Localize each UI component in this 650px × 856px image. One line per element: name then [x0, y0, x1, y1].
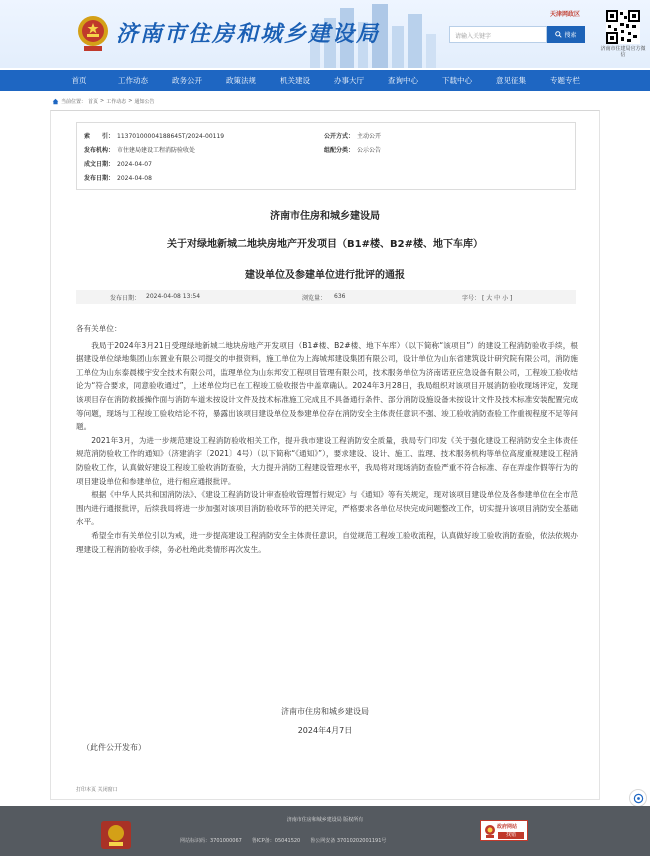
font-size-options[interactable]: [ 大 中 小 ] — [482, 295, 513, 302]
breadcrumb-home[interactable]: 首页 — [88, 98, 99, 105]
nav-item-policies[interactable]: 政策法规 — [226, 76, 256, 85]
meta-published-key: 发布日期： — [84, 175, 115, 182]
search-icon — [555, 31, 562, 38]
meta-created-value: 2024-04-07 — [117, 161, 152, 168]
nav-item-gov-affairs[interactable]: 政务公开 — [172, 76, 202, 85]
meta-index-key: 索 引： — [84, 133, 115, 140]
qr-code-icon — [606, 10, 640, 44]
tianjin-link[interactable]: 天津网政区 — [550, 11, 581, 18]
article-title-line2: 建设单位及参建单位进行批评的通报 — [245, 270, 405, 281]
floating-assistant-button[interactable] — [629, 789, 647, 807]
meta-index-value: 11370100004188645T/2024-00119 — [117, 133, 225, 140]
nav-item-home[interactable]: 首页 — [71, 76, 87, 85]
breadcrumb-label: 当前位置： — [61, 98, 87, 105]
paragraph: 我局于2024年3月21日受理绿地新城二地块房地产开发项目（B1#楼、B2#楼、地下车库）（以下简称“该项目”）的建设工程消防验收手续，根据建设单位绿地集团山东置业有限公司提交的申报资料，施工单位为上海城邦建设集团有限公司，设计单位为山东省建筑设计研究院有限公司，消防施工单位为山东泰晨楼宇安全技术有限公司，监理单位为山东邦安工程项目管理有限公司，技术服务单位为济南诺亚应急设备有限公司，工程竣工验收结论为“符合要求，同意验收通过”，上述单位均已在工程竣工验收报告中盖章确认。2024年3月28日，我局组织对该项目开展消防验收现场评定，发现该项目存在消防救援操作面与消防车道未按设计文件及技术标准施工完成且不具备通行条件、部分消防设施设备未按设计文件及技术标准安装配置完成等问题，现场与工程竣工验收结论不符，暴露出该项目建设单位及参建单位存在消防安全主体责任意识不强、竣工验收消防查验工作重视程度不足等问题。 — [76, 340, 578, 432]
paragraph: 希望全市有关单位引以为戒，进一步提高建设工程消防安全主体责任意识，自觉规范工程竣工验收流程，认真做好竣工验收消防查验，依法依规办理建设工程消防验收手续，务必杜绝此类情形再次发生。 — [76, 530, 578, 554]
signature-org: 济南市住房和城乡建设局 — [281, 707, 369, 716]
breadcrumb-page[interactable]: 通知公告 — [134, 98, 155, 105]
site-footer — [0, 806, 650, 856]
nav-item-download-center[interactable]: 下载中心 — [442, 76, 472, 85]
meta-category-value: 公示公告 — [357, 147, 382, 154]
search-input[interactable]: 请输入关键字 — [449, 26, 547, 43]
site-title: 济南市住房和城乡建设局 — [116, 21, 381, 47]
views-label: 浏览量： — [302, 295, 327, 302]
nav-item-service-hall[interactable]: 办事大厅 — [334, 76, 364, 85]
publish-note: （此件公开发布） — [82, 743, 146, 752]
print-page-link[interactable]: 打印本页 — [76, 787, 97, 793]
footer-icp[interactable]: 鲁ICP备：05041520 — [251, 838, 301, 844]
meta-category — [324, 145, 381, 154]
gov-badge-emblem-icon — [484, 824, 496, 838]
main-nav — [0, 70, 650, 91]
nav-item-feedback[interactable]: 意见征集 — [496, 76, 526, 85]
gov-badge-title: 政府网站 — [497, 824, 518, 830]
article-info-bar — [76, 290, 576, 304]
meta-open-mode-key: 公开方式： — [324, 133, 355, 140]
search-button-label: 搜索 — [564, 32, 577, 39]
nav-item-work-news[interactable]: 工作动态 — [118, 76, 148, 85]
meta-published-value: 2024-04-08 — [117, 175, 152, 182]
breadcrumb-separator: > — [100, 98, 105, 104]
breadcrumb-separator: > — [128, 98, 133, 104]
meta-index — [84, 131, 224, 140]
party-gov-badge-icon[interactable] — [100, 820, 132, 850]
footer-police-record[interactable]: 鲁公网安备 37010202001191号 — [310, 838, 387, 844]
meta-publisher-key: 发布机构： — [84, 147, 115, 154]
footer-copyright: 济南市住房和城乡建设局 版权所有 — [286, 817, 364, 823]
publish-time: 2024-04-08 13:54 — [146, 293, 201, 300]
meta-publisher — [84, 145, 195, 154]
gov-site-error-report-badge[interactable] — [480, 820, 528, 841]
site-header — [0, 0, 650, 68]
meta-open-mode — [324, 131, 381, 140]
nav-item-special-topics[interactable]: 专题专栏 — [550, 76, 580, 85]
nav-item-organ-building[interactable]: 机关建设 — [280, 76, 310, 85]
paragraph: 根据《中华人民共和国消防法》、《建设工程消防设计审查验收管理暂行规定》与《通知》等有关规定，现对该项目建设单位及各参建单位在全市范围内进行通报批评，后续我局将进一步加强对该项目消防验收环节的把关评定，严格要求各单位尽快完成问题整改工作，切实提升该项目消防安全基础水平。 — [76, 490, 578, 527]
close-window-link[interactable]: 关闭窗口 — [97, 787, 118, 793]
national-emblem-icon — [76, 14, 110, 52]
search-button[interactable] — [547, 26, 585, 43]
breadcrumb — [52, 96, 154, 106]
meta-publisher-value: 市住建局建设工程消防验收处 — [117, 147, 196, 154]
views-count: 636 — [334, 293, 346, 300]
article-body — [76, 322, 578, 556]
meta-created — [84, 159, 152, 168]
publish-time-label: 发布日期： — [110, 295, 141, 302]
meta-category-key: 组配分类： — [324, 147, 355, 154]
paragraph: 2021年3月，为进一步规范建设工程消防验收相关工作，提升我市建设工程消防安全质量，我局专门印发《关于强化建设工程消防安全主体责任规范消防验收工作的通知》（济建消字〔2021〕4号）（以下简称“《通知》”），要求建设、设计、施工、监理、技术服务机构等单位高度重视建设工程消防验收工作，认真做好建设工程竣工验收消防查验，大力提升消防工程建设管理水平，我局将对现场消防查验严重不符合标准、存在弄虚作假等行为的项目建设单位和参建单位，进行相应通报批评。 — [76, 435, 578, 486]
home-icon — [52, 98, 59, 105]
signature-date: 2024年4月7日 — [297, 726, 353, 735]
meta-created-key: 成文日期： — [84, 161, 115, 168]
meta-published — [84, 173, 152, 182]
print-links — [76, 786, 118, 793]
font-size-label: 字号： — [462, 295, 481, 302]
meta-open-mode-value: 主动公开 — [357, 133, 382, 140]
article-title-line1: 关于对绿地新城二地块房地产开发项目（B1#楼、B2#楼、地下车库） — [167, 239, 483, 250]
document-meta-table — [76, 122, 576, 190]
qr-caption: 济南市住建局官方微信 — [600, 46, 646, 58]
nav-item-query-center[interactable]: 查询中心 — [388, 76, 418, 85]
gov-badge-sub: 找错 — [498, 832, 524, 839]
assistant-icon — [633, 793, 644, 804]
article-org-heading: 济南市住房和城乡建设局 — [270, 211, 380, 222]
footer-site-id: 网站标识码：3701000067 — [180, 838, 242, 844]
salutation: 各有关单位： — [76, 324, 122, 333]
footer-meta — [180, 837, 386, 844]
breadcrumb-section[interactable]: 工作动态 — [106, 98, 127, 105]
